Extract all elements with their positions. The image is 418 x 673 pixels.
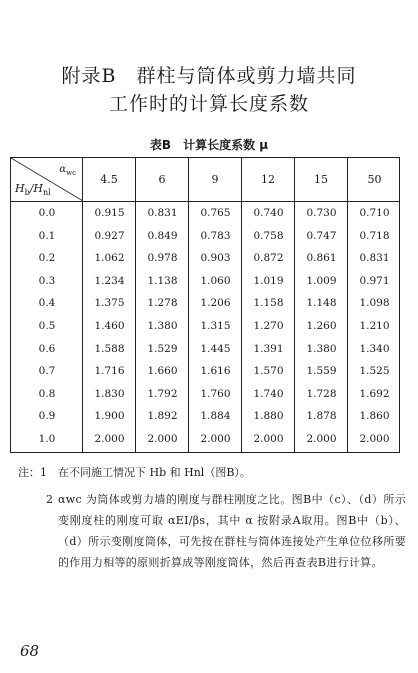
column-header: 6	[136, 158, 189, 201]
table-cell: 0.831	[147, 207, 178, 219]
table-cell: 0.872	[253, 252, 284, 265]
table-cell: 1.460	[94, 319, 125, 332]
table-cell: 1.878	[306, 410, 337, 423]
table-cell: 1.380	[306, 342, 337, 355]
table-cell: 1.260	[306, 319, 337, 332]
row-label: 0.5	[38, 319, 56, 332]
table-cell: 2.000	[306, 432, 337, 445]
row-label: 1.0	[38, 432, 56, 445]
table-row	[11, 383, 399, 406]
page-title	[0, 62, 418, 118]
row-label: 0.8	[38, 387, 56, 400]
table-cell: 1.315	[200, 319, 231, 332]
table-cell: 1.892	[147, 410, 178, 423]
column-divider	[347, 202, 348, 452]
table-cell: 2.000	[253, 432, 284, 445]
table-cell: 0.740	[253, 207, 284, 219]
table-cell: 0.783	[200, 229, 231, 242]
table-row	[11, 202, 399, 225]
title-line-2: 工作时的计算长度系数	[108, 93, 309, 115]
column-divider	[82, 202, 83, 452]
table-cell: 0.849	[147, 229, 178, 242]
table-row	[11, 315, 399, 338]
row-label: 0.3	[38, 274, 56, 287]
note-label: 注：1	[18, 466, 47, 479]
table-cell: 1.206	[200, 297, 231, 310]
corner-top-label: $\alpha_{wc}$	[59, 164, 76, 177]
table-cell: 1.588	[94, 342, 125, 355]
table-row	[11, 360, 399, 383]
row-label: 0.1	[38, 229, 56, 242]
page-number: 68	[20, 642, 40, 660]
table-cell: 1.375	[94, 297, 125, 310]
column-divider	[294, 202, 295, 452]
table-cell: 1.559	[306, 365, 337, 378]
table-cell: 1.616	[200, 365, 231, 378]
column-header: 50	[367, 173, 382, 186]
column-divider	[241, 202, 242, 452]
table-row	[11, 225, 399, 248]
row-label: 0.7	[38, 365, 56, 378]
table-cell: 1.570	[253, 365, 284, 378]
column-header: 12	[242, 158, 295, 201]
table-cell: 0.765	[200, 207, 231, 219]
table-cell: 1.234	[94, 274, 125, 287]
table-cell: 1.148	[306, 297, 337, 310]
table-row	[11, 247, 399, 270]
row-label: 0.9	[38, 410, 56, 423]
table-cell: 1.728	[306, 387, 337, 400]
table-cell: 2.000	[359, 432, 390, 445]
row-label: 0.6	[38, 342, 56, 355]
table-cell: 0.971	[359, 274, 390, 287]
table-cell: 1.158	[253, 297, 284, 310]
table-cell: 0.718	[359, 229, 390, 242]
table-cell: 1.445	[200, 342, 231, 355]
table-corner-cell	[11, 158, 83, 201]
table-cell: 1.880	[253, 410, 284, 423]
column-header: 9	[189, 158, 242, 201]
table-cell: 1.900	[94, 410, 125, 423]
notes-section	[18, 462, 406, 573]
table-cell: 1.270	[253, 319, 284, 332]
table-cell: 1.138	[147, 274, 178, 287]
table-row	[11, 338, 399, 361]
table-row	[11, 270, 399, 293]
table-cell: 1.278	[147, 297, 178, 310]
table-cell: 1.660	[147, 365, 178, 378]
table-cell: 1.060	[200, 274, 231, 287]
table-cell: 1.760	[200, 387, 231, 400]
table-cell: 1.340	[359, 342, 390, 355]
table-body	[11, 202, 399, 451]
table-cell: 0.831	[359, 252, 390, 265]
table-row	[11, 292, 399, 315]
table-cell: 0.758	[253, 229, 284, 242]
table-cell: 0.915	[94, 207, 125, 219]
column-divider	[135, 202, 136, 452]
table-cell: 1.529	[147, 342, 178, 355]
note-2	[18, 489, 406, 573]
table-cell: 0.710	[359, 207, 390, 219]
table-cell: 1.380	[147, 319, 178, 332]
column-divider	[188, 202, 189, 452]
table-cell: 1.019	[253, 274, 284, 287]
table-cell: 1.692	[359, 387, 390, 400]
column-header: 15	[295, 158, 348, 201]
table-row	[11, 405, 399, 428]
table-cell: 1.391	[253, 342, 284, 355]
table-cell: 0.861	[306, 252, 337, 265]
table-cell: 1.525	[359, 365, 390, 378]
table-cell: 1.740	[253, 387, 284, 400]
table-caption: 表B 计算长度系数 μ	[149, 138, 269, 152]
table-cell: 1.098	[359, 297, 390, 310]
table-cell: 2.000	[200, 432, 231, 445]
coefficient-table	[10, 157, 400, 453]
table-cell: 1.792	[147, 387, 178, 400]
column-header: 4.5	[83, 158, 136, 201]
table-row	[11, 428, 399, 451]
corner-bottom-label: $H_b/H_{nl}$	[15, 181, 51, 197]
table-cell: 1.884	[200, 410, 231, 423]
table-cell: 0.730	[306, 207, 337, 219]
table-cell: 1.860	[359, 410, 390, 423]
table-cell: 1.830	[94, 387, 125, 400]
table-header	[11, 158, 399, 202]
table-cell: 1.210	[359, 319, 390, 332]
note-2-text: αwc 为筒体或剪力墙的刚度与群柱刚度之比。图B中（c）、（d）所示变刚度柱的刚度可取 αEI/βs，其中 α 按附录A取用。图B中（b）、（d）所示变刚度筒体，可先按在群柱与筒体连接处产生单位位移所要的作用力相等的原则折算成等刚度筒体，然后再查表B进行计算。	[58, 493, 406, 569]
note-2-number: 2	[46, 493, 53, 506]
note-1-text: 在不同施工情况下 Hb 和 Hnl（图B）。	[58, 466, 251, 479]
table-cell: 1.009	[306, 274, 337, 287]
table-cell: 0.927	[94, 229, 125, 242]
table-cell: 0.903	[200, 252, 231, 265]
note-1	[18, 462, 406, 483]
table-cell: 2.000	[147, 432, 178, 445]
table-cell: 1.716	[94, 365, 125, 378]
row-label: 0.2	[38, 252, 56, 265]
table-cell: 2.000	[94, 432, 125, 445]
table-cell: 1.062	[94, 252, 125, 265]
row-label: 0.0	[38, 207, 56, 219]
table-cell: 0.978	[147, 252, 178, 265]
row-label: 0.4	[38, 297, 56, 310]
title-line-1: 附录B 群柱与筒体或剪力墙共同	[61, 65, 357, 87]
table-cell: 0.747	[306, 229, 337, 242]
